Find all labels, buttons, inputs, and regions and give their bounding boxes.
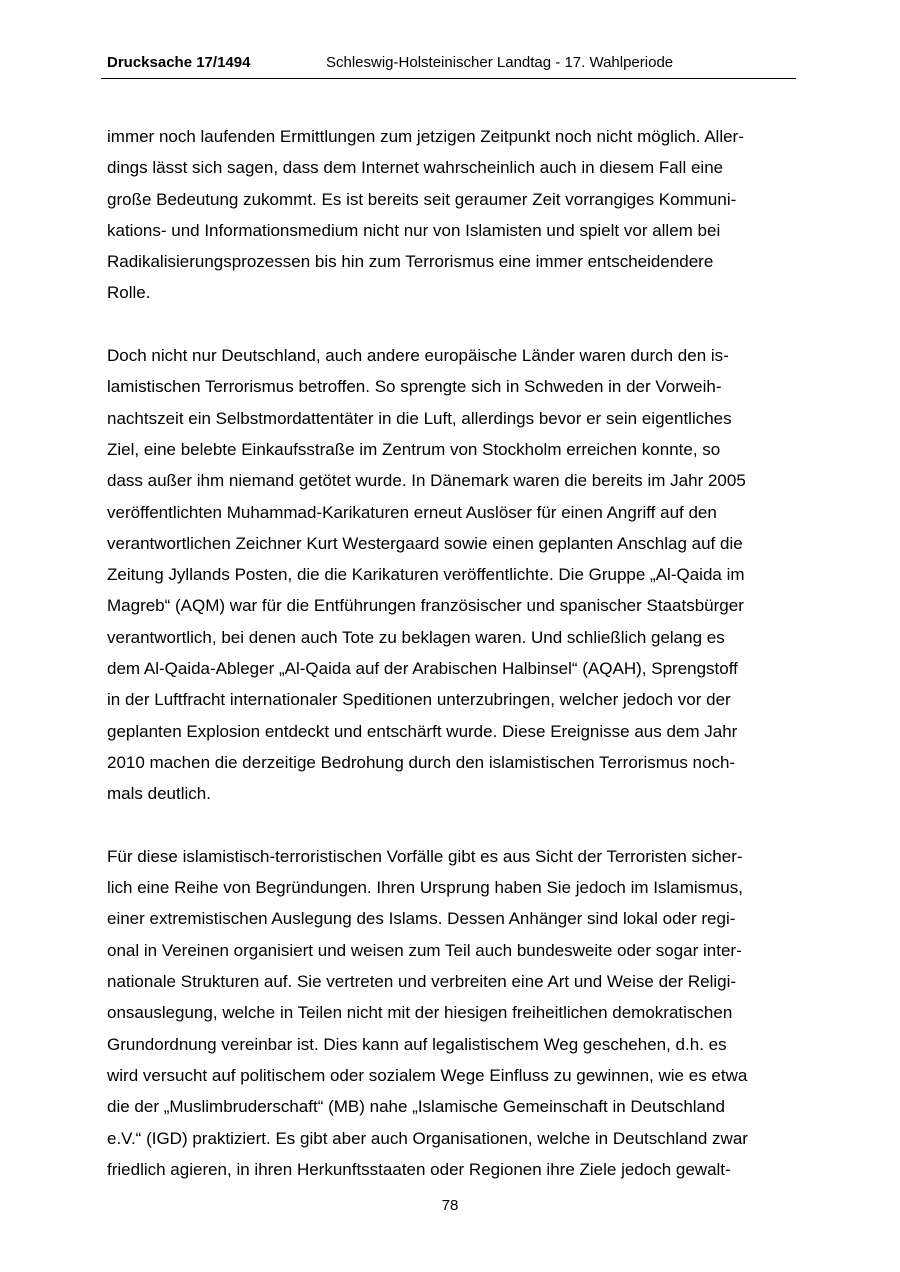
- parliament-title: Schleswig-Holsteinischer Landtag - 17. Wahlperiode: [326, 54, 674, 71]
- text-line: Grundordnung vereinbar ist. Dies kann auf legalistischem Weg geschehen, d.h. es: [107, 1034, 727, 1054]
- body-text: [107, 121, 807, 1185]
- text-line: Magreb“ (AQM) war für die Entführungen französischer und spanischer Staatsbürger: [107, 596, 744, 616]
- paragraph-spacer: [107, 810, 807, 841]
- text-line: verantwortlich, bei denen auch Tote zu beklagen waren. Und schließlich gelang es: [107, 627, 725, 647]
- text-line: nationale Strukturen auf. Sie vertreten und verbreiten eine Art und Weise der Religi-: [107, 972, 737, 992]
- text-line: mals deutlich.: [107, 784, 211, 804]
- text-line: Radikalisierungsprozessen bis hin zum Terrorismus eine immer entscheidendere: [107, 252, 714, 272]
- text-line: die der „Muslimbruderschaft“ (MB) nahe „Islamische Gemeinschaft in Deutschland: [107, 1097, 725, 1117]
- text-line: dings lässt sich sagen, dass dem Internet wahrscheinlich auch in diesem Fall eine: [107, 158, 724, 178]
- document-number: Drucksache 17/1494: [107, 54, 251, 71]
- paragraph-spacer: [107, 309, 807, 340]
- text-line: dass außer ihm niemand getötet wurde. In Dänemark waren die bereits im Jahr 2005: [107, 471, 746, 491]
- paragraph-2: [107, 340, 807, 809]
- text-line: Doch nicht nur Deutschland, auch andere europäische Länder waren durch den is-: [107, 346, 729, 366]
- text-line: onal in Vereinen organisiert und weisen zum Teil auch bundesweite oder sogar inter-: [107, 940, 742, 960]
- text-line: verantwortlichen Zeichner Kurt Westergaard sowie einen geplanten Anschlag auf die: [107, 533, 743, 553]
- text-line: kations- und Informationsmedium nicht nur von Islamisten und spielt vor allem bei: [107, 220, 721, 240]
- text-line: Ziel, eine belebte Einkaufsstraße im Zentrum von Stockholm erreichen konnte, so: [107, 439, 721, 459]
- text-line: große Bedeutung zukommt. Es ist bereits seit geraumer Zeit vorrangiges Kommuni-: [107, 189, 737, 209]
- text-line: Für diese islamistisch-terroristischen Vorfälle gibt es aus Sicht der Terroristen sicher-: [107, 846, 743, 866]
- text-line: friedlich agieren, in ihren Herkunftsstaaten oder Regionen ihre Ziele jedoch gewalt-: [107, 1159, 731, 1179]
- text-line: 2010 machen die derzeitige Bedrohung durch den islamistischen Terrorismus noch-: [107, 752, 736, 772]
- paragraph-3: [107, 841, 807, 1185]
- text-line: nachtszeit ein Selbstmordattentäter in die Luft, allerdings bevor er sein eigentliches: [107, 408, 732, 428]
- text-line: einer extremistischen Auslegung des Islams. Dessen Anhänger sind lokal oder regi-: [107, 909, 736, 929]
- text-line: wird versucht auf politischem oder sozialem Wege Einfluss zu gewinnen, wie es etwa: [107, 1065, 748, 1085]
- text-line: onsauslegung, welche in Teilen nicht mit der hiesigen freiheitlichen demokratischen: [107, 1003, 733, 1023]
- text-line: e.V.“ (IGD) praktiziert. Es gibt aber auch Organisationen, welche in Deutschland zwar: [107, 1128, 748, 1148]
- page-number: 78: [441, 1197, 459, 1214]
- paragraph-1: [107, 121, 807, 309]
- text-line: in der Luftfracht internationaler Speditionen unterzubringen, welcher jedoch vor der: [107, 690, 731, 710]
- text-line: immer noch laufenden Ermittlungen zum jetzigen Zeitpunkt noch nicht möglich. Aller-: [107, 127, 744, 146]
- text-line: lamistischen Terrorismus betroffen. So sprengte sich in Schweden in der Vorweih-: [107, 377, 722, 397]
- text-line: veröffentlichten Muhammad-Karikaturen erneut Auslöser für einen Angriff auf den: [107, 502, 717, 522]
- text-line: lich eine Reihe von Begründungen. Ihren Ursprung haben Sie jedoch im Islamismus,: [107, 878, 743, 898]
- text-line: Zeitung Jyllands Posten, die die Karikaturen veröffentlichte. Die Gruppe „Al-Qaida im: [107, 565, 745, 585]
- text-line: dem Al-Qaida-Ableger „Al-Qaida auf der Arabischen Halbinsel“ (AQAH), Sprengstoff: [107, 659, 738, 679]
- page-header: [101, 52, 796, 79]
- text-line: geplanten Explosion entdeckt und entschärft wurde. Diese Ereignisse aus dem Jahr: [107, 721, 738, 741]
- text-line: Rolle.: [107, 283, 151, 303]
